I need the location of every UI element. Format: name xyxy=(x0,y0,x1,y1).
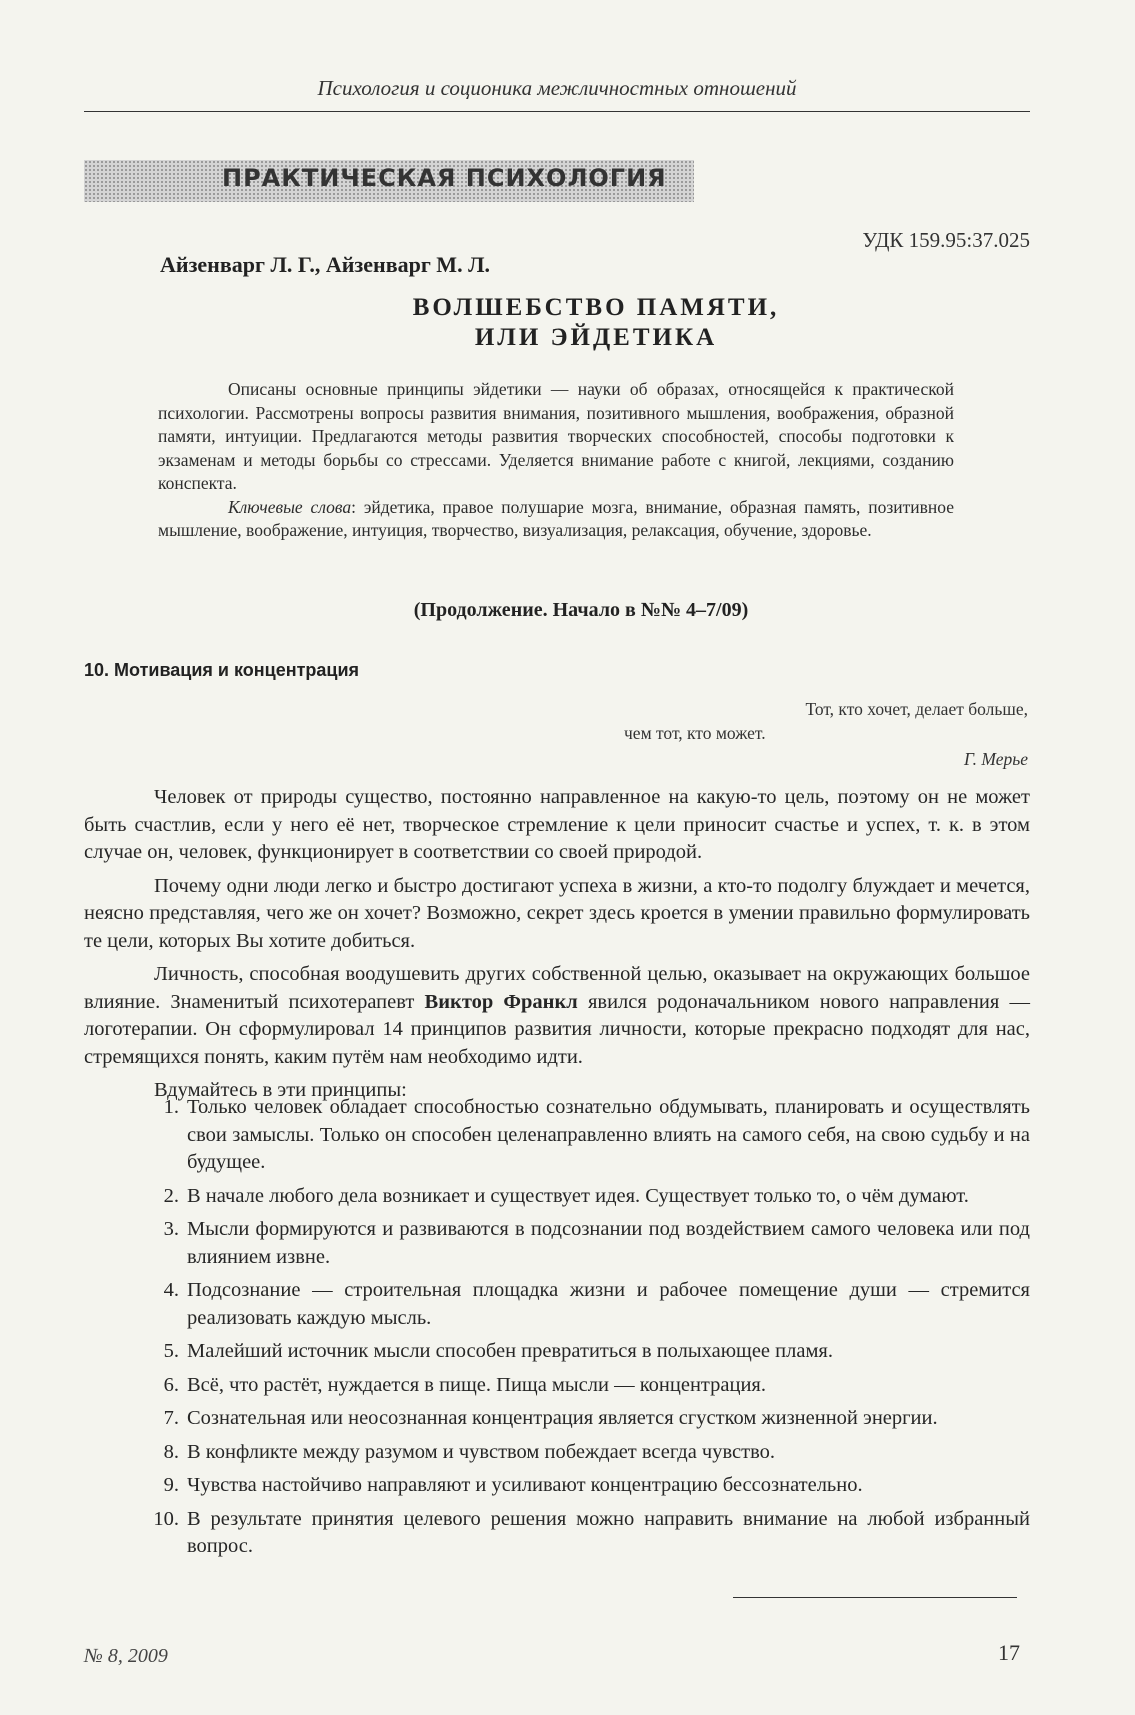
epigraph-line1: Тот, кто хочет, делает больше, xyxy=(805,699,1028,719)
principles-list xyxy=(84,1094,1030,1567)
list-number: 10. xyxy=(153,1507,179,1530)
list-number: 4. xyxy=(163,1279,179,1301)
running-head: Психология и соционика межличностных отношений xyxy=(317,76,797,100)
list-text: Чувства настойчиво направляют и усиливают концентрацию бессознательно. xyxy=(187,1474,863,1496)
list-text: В результате принятия целевого решения можно направить внимание на любой избранный вопрос. xyxy=(187,1507,1030,1557)
keywords-text: : эйдетика, правое полушарие мозга, внимание, образная память, позитивное мышление, воображение, интуиция, творчество, визуализация, релаксация, обучение, здоровье. xyxy=(158,496,954,540)
issue-number: № 8, 2009 xyxy=(84,1645,168,1667)
list-item xyxy=(84,1472,1030,1500)
list-item xyxy=(84,1216,1030,1271)
list-item xyxy=(84,1094,1030,1177)
list-item xyxy=(84,1405,1030,1433)
list-item xyxy=(84,1338,1030,1366)
footnote-rule xyxy=(733,1597,1017,1598)
paragraph-3-end: явился родоначальником нового направления — логотерапии. Он сформулировал 14 принципов развития личности, которые прекрасно подходят для нас, стремящихся понять, каким путём нам необходимо идти. xyxy=(84,990,1030,1068)
list-text: В начале любого дела возникает и существует идея. Существует только то, о чём думают. xyxy=(187,1184,969,1207)
udk-code: УДК 159.95:37.025 xyxy=(862,228,1030,252)
list-text: Малейший источник мысли способен превратиться в полыхающее пламя. xyxy=(187,1340,833,1362)
paragraph-3-start: Личность, способная воодушевить других собственной целью, оказывает на окружающих большое влияние. Знаменитый психотерапевт xyxy=(84,963,1030,1013)
list-text: Всё, что растёт, нуждается в пище. Пища мысли — концентрация. xyxy=(187,1373,766,1396)
list-item xyxy=(84,1183,1030,1211)
list-text: Только человек обладает способностью сознательно обдумывать, планировать и осуществлять свои замыслы. Только он способен целенаправленно влиять на самого себя, на свою судьбу и на будущее. xyxy=(187,1096,1030,1173)
epigraph xyxy=(608,697,1028,771)
list-number: 6. xyxy=(163,1373,179,1396)
list-number: 1. xyxy=(163,1096,179,1118)
list-number: 3. xyxy=(163,1218,179,1240)
list-number: 5. xyxy=(163,1340,179,1362)
list-number: 7. xyxy=(163,1407,179,1429)
list-number: 2. xyxy=(163,1184,179,1207)
list-number: 9. xyxy=(163,1474,179,1496)
paragraph-4: Вдумайтесь в эти принципы: xyxy=(154,1079,407,1101)
keywords xyxy=(158,496,954,543)
paragraph-3 xyxy=(84,961,1030,1071)
list-text: Подсознание — строительная площадка жизни и рабочее помещение души — стремится реализовать каждую мысль. xyxy=(187,1279,1030,1329)
keywords-label: Ключевые слова xyxy=(228,496,352,517)
list-text: Мысли формируются и развиваются в подсознании под воздействием самого человека или под влиянием извне. xyxy=(187,1218,1030,1268)
epigraph-line2: чем тот, кто может. xyxy=(624,723,766,743)
epigraph-author: Г. Мерье xyxy=(964,749,1028,769)
list-text: В конфликте между разумом и чувством побеждает всегда чувство. xyxy=(187,1440,776,1463)
continuation-note: (Продолжение. Начало в №№ 4–7/09) xyxy=(413,599,749,621)
subsection-title: 10. Мотивация и концентрация xyxy=(84,660,360,680)
article-title xyxy=(84,293,1030,353)
list-number: 8. xyxy=(163,1440,179,1463)
article-title-line2: ИЛИ ЭЙДЕТИКА xyxy=(474,324,718,351)
list-item xyxy=(84,1506,1030,1561)
list-item xyxy=(84,1277,1030,1332)
paragraph-2: Почему одни люди легко и быстро достигают успеха в жизни, а кто-то подолгу блуждает и мечется, неясно представляя, чего же он хочет? Возможно, секрет здесь кроется в умении правильно формулировать те цели, которых Вы хотите добиться. xyxy=(84,874,1030,952)
article-authors: Айзенварг Л. Г., Айзенварг М. Л. xyxy=(160,252,490,277)
paragraph-1: Человек от природы существо, постоянно направленное на какую-то цель, поэтому он не может быть счастлив, если у него её нет, творческое стремление к цели приносит счастье и успех, т. к. в этом случае он, человек, функционирует в соответствии со своей природой. xyxy=(84,786,1030,863)
frankl-name: Виктор Франкл xyxy=(424,990,578,1013)
article-body xyxy=(84,784,1030,1111)
header-rule xyxy=(84,111,1030,112)
section-title: ПРАКТИЧЕСКАЯ ПСИХОЛОГИЯ xyxy=(222,164,667,192)
article-title-line1: ВОЛШЕБСТВО ПАМЯТИ, xyxy=(412,294,780,321)
list-item xyxy=(84,1439,1030,1467)
abstract xyxy=(158,378,954,543)
abstract-text: Описаны основные принципы эйдетики — науки об образах, относящейся к практической психологии. Рассмотрены вопросы развития внимания, позитивного мышления, воображения, образной памяти, интуиции. Предлагаются методы развития творческих способностей, способы подготовки к экзаменам и методы борьбы со стрессами. Уделяется внимание работе с книгой, лекциями, созданию конспекта. xyxy=(158,379,954,493)
list-text: Сознательная или неосознанная концентрация является сгустком жизненной энергии. xyxy=(187,1407,938,1429)
page-number: 17 xyxy=(998,1640,1020,1665)
list-item xyxy=(84,1372,1030,1400)
